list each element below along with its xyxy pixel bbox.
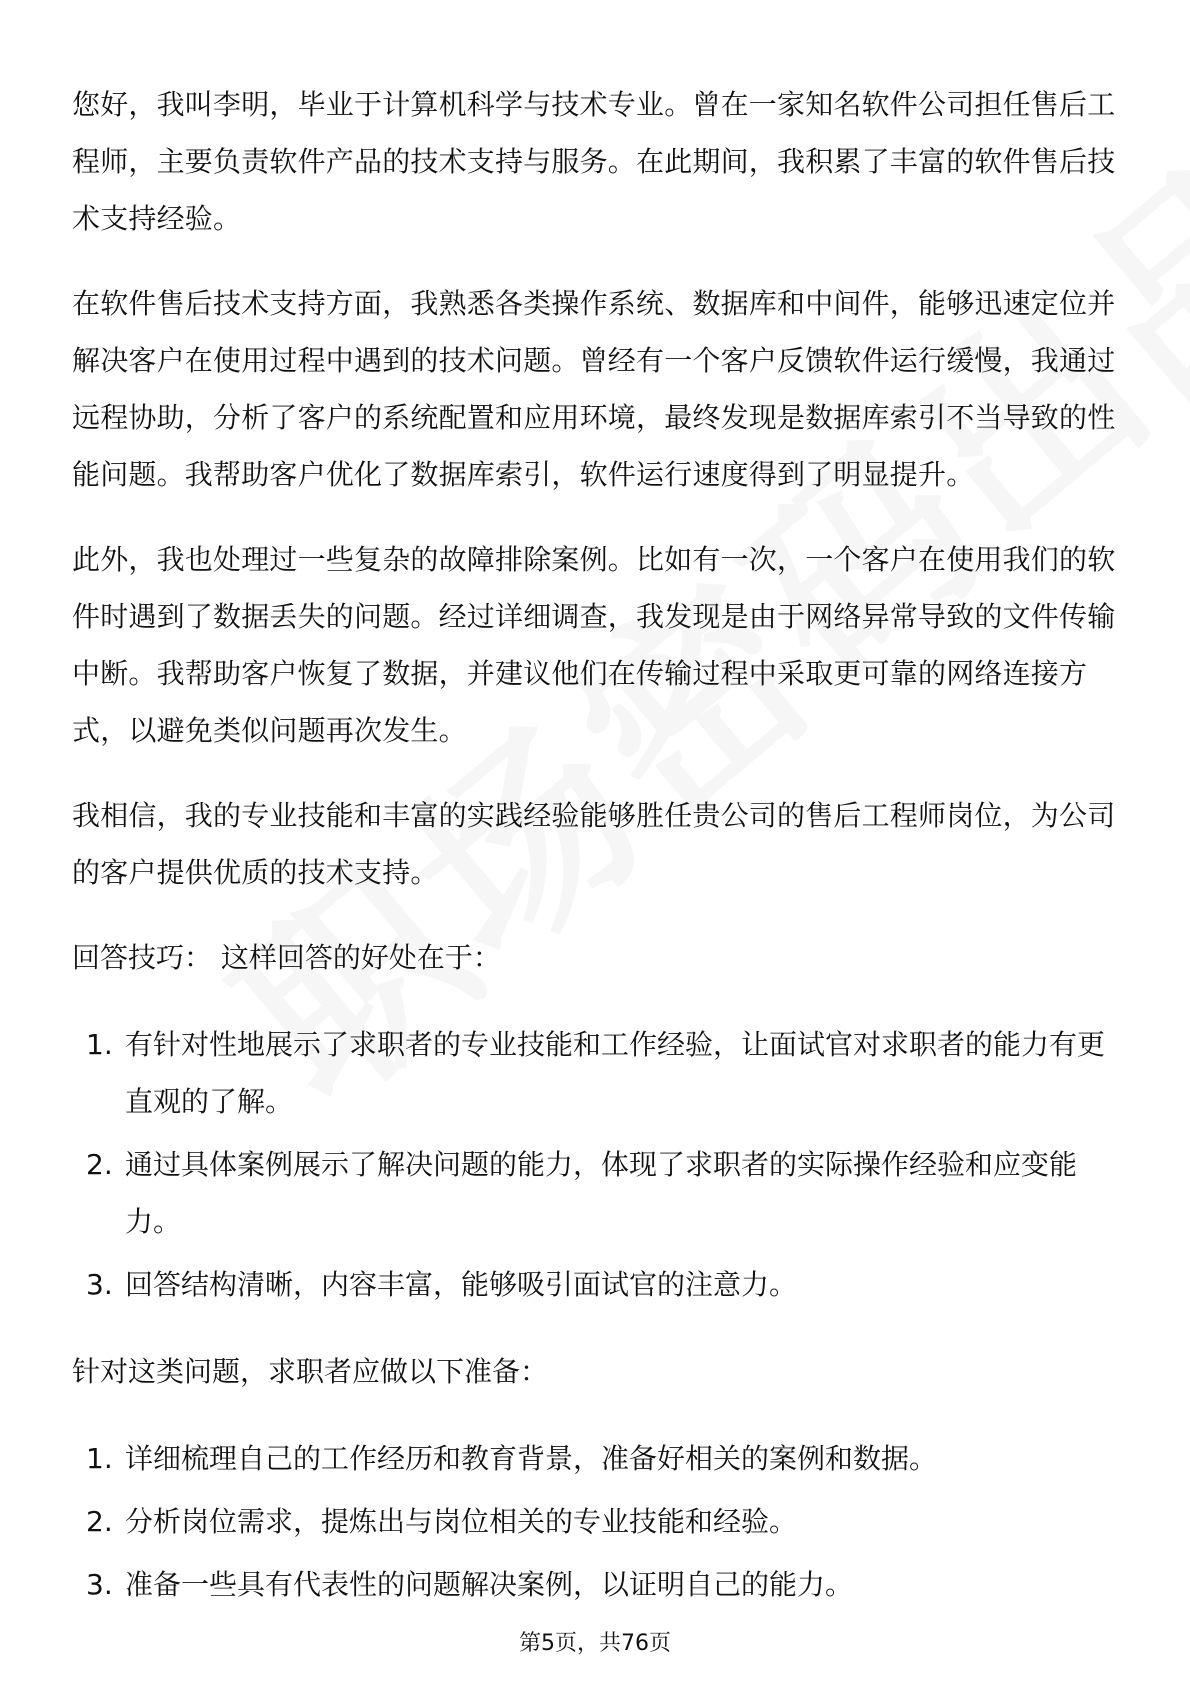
list-number: 3.	[86, 1568, 113, 1601]
list-item	[72, 1136, 1122, 1250]
list-item	[72, 1016, 1122, 1130]
list-item-text: 分析岗位需求，提炼出与岗位相关的专业技能和经验。	[125, 1505, 798, 1538]
list-item-text: 有针对性地展示了求职者的专业技能和工作经验，让面试官对求职者的能力有更直观的了解。	[125, 1028, 1106, 1118]
list-number: 3.	[86, 1268, 113, 1301]
page-number: 第5页，共76页	[519, 1631, 671, 1656]
list-item-text: 回答结构清晰，内容丰富，能够吸引面试官的注意力。	[125, 1268, 798, 1301]
list-number: 2.	[86, 1148, 113, 1181]
document-body	[72, 76, 1122, 1643]
tips-heading: 回答技巧： 这样回答的好处在于：	[72, 941, 501, 974]
list-number: 2.	[86, 1505, 113, 1538]
list-item	[72, 1430, 1122, 1487]
paragraph-troubleshooting: 此外，我也处理过一些复杂的故障排除案例。比如有一次，一个客户在使用我们的软件时遇到了数据丢失的问题。经过详细调查，我发现是由于网络异常导致的文件传输中断。我帮助客户恢复了数据，并建议他们在传输过程中采取更可靠的网络连接方式，以避免类似问题再次发生。	[72, 543, 1116, 747]
paragraph-conclusion: 我相信，我的专业技能和丰富的实践经验能够胜任贵公司的售后工程师岗位，为公司的客户提供优质的技术支持。	[72, 799, 1116, 889]
prep-list	[72, 1430, 1122, 1613]
list-item	[72, 1493, 1122, 1550]
list-item	[72, 1256, 1122, 1313]
list-number: 1.	[86, 1028, 113, 1061]
list-item	[72, 1556, 1122, 1613]
paragraph-tech-support: 在软件售后技术支持方面，我熟悉各类操作系统、数据库和中间件，能够迅速定位并解决客户在使用过程中遇到的技术问题。曾经有一个客户反馈软件运行缓慢，我通过远程协助，分析了客户的系统配置和应用环境，最终发现是数据库索引不当导致的性能问题。我帮助客户优化了数据库索引，软件运行速度得到了明显提升。	[72, 287, 1116, 491]
list-item-text: 准备一些具有代表性的问题解决案例，以证明自己的能力。	[125, 1568, 854, 1601]
paragraph-intro: 您好，我叫李明，毕业于计算机科学与技术专业。曾在一家知名软件公司担任售后工程师，主要负责软件产品的技术支持与服务。在此期间，我积累了丰富的软件售后技术支持经验。	[72, 88, 1116, 235]
prep-heading: 针对这类问题，求职者应做以下准备：	[72, 1355, 549, 1388]
list-number: 1.	[86, 1442, 113, 1475]
list-item-text: 通过具体案例展示了解决问题的能力，体现了求职者的实际操作经验和应变能力。	[125, 1148, 1078, 1238]
list-item-text: 详细梳理自己的工作经历和教育背景，准备好相关的案例和数据。	[125, 1442, 938, 1475]
tips-list	[72, 1016, 1122, 1313]
